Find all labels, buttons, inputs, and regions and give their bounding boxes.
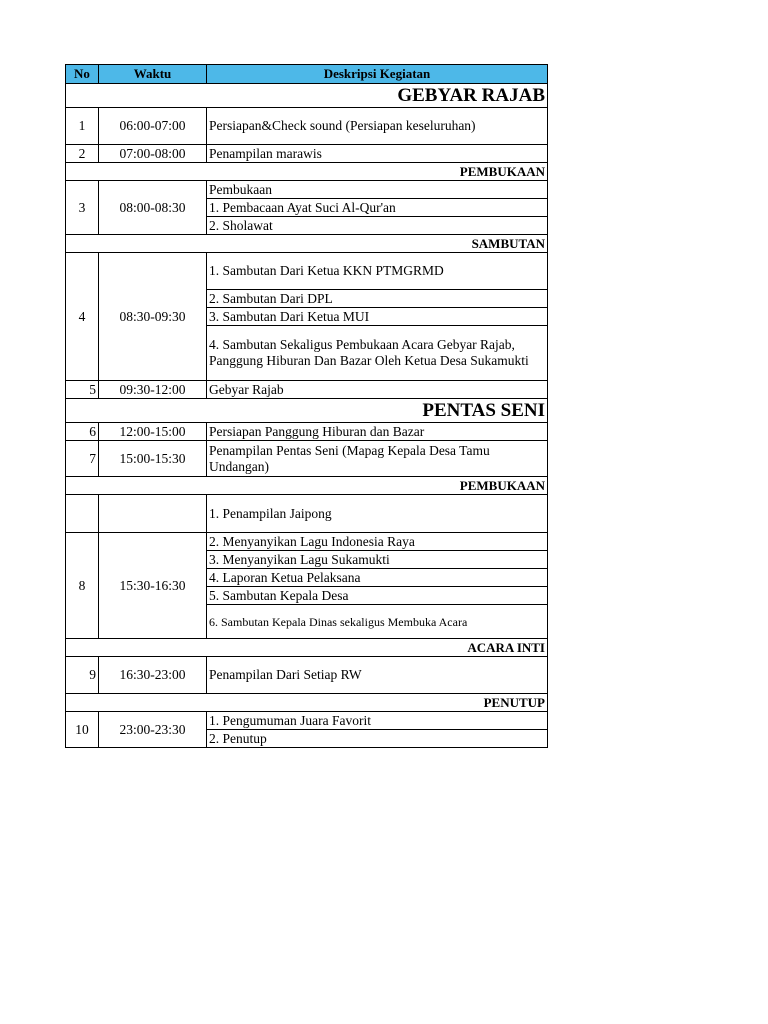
section-row: [66, 235, 548, 253]
row-desc: 2. Sambutan Dari DPL: [207, 290, 548, 308]
schedule-table: [65, 64, 548, 748]
row-desc: 1. Pembacaan Ayat Suci Al-Qur'an: [207, 199, 548, 217]
row-no: 6: [66, 423, 99, 441]
section-row: [66, 477, 548, 495]
row-desc: 4. Sambutan Sekaligus Pembukaan Acara Gebyar Rajab, Panggung Hiburan Dan Bazar Oleh Ketua Desa Sukamukti: [207, 326, 548, 381]
row-no-empty: [66, 495, 99, 533]
table-row: [66, 533, 548, 551]
row-no: 2: [66, 145, 99, 163]
section-row: [66, 84, 548, 108]
row-time: 15:30-16:30: [99, 533, 207, 639]
section-pembukaan: PEMBUKAAN: [66, 163, 548, 181]
row-time: 06:00-07:00: [99, 108, 207, 145]
row-desc: 2. Menyanyikan Lagu Indonesia Raya: [207, 533, 548, 551]
row-no: 9: [66, 657, 99, 694]
row-desc: 2. Penutup: [207, 730, 548, 748]
row-time: 09:30-12:00: [99, 381, 207, 399]
row-no: 10: [66, 712, 99, 748]
section-row: [66, 694, 548, 712]
row-no: 7: [66, 441, 99, 477]
row-time-empty: [99, 495, 207, 533]
row-desc: 3. Sambutan Dari Ketua MUI: [207, 308, 548, 326]
table-row: [66, 253, 548, 290]
row-time: 23:00-23:30: [99, 712, 207, 748]
section-pembukaan: PEMBUKAAN: [66, 477, 548, 495]
row-no: 4: [66, 253, 99, 381]
row-time: 07:00-08:00: [99, 145, 207, 163]
header-no: No: [66, 65, 99, 84]
row-no: 8: [66, 533, 99, 639]
section-row: [66, 163, 548, 181]
row-desc: 1. Sambutan Dari Ketua KKN PTMGRMD: [207, 253, 548, 290]
row-desc: Pembukaan: [207, 181, 548, 199]
row-no: 3: [66, 181, 99, 235]
section-sambutan: SAMBUTAN: [66, 235, 548, 253]
section-penutup: PENUTUP: [66, 694, 548, 712]
row-time: 15:00-15:30: [99, 441, 207, 477]
row-time: 12:00-15:00: [99, 423, 207, 441]
section-gebyar-rajab: GEBYAR RAJAB: [66, 84, 548, 108]
table-row: [66, 712, 548, 730]
row-desc: 1. Penampilan Jaipong: [207, 495, 548, 533]
row-desc: 3. Menyanyikan Lagu Sukamukti: [207, 551, 548, 569]
section-row: [66, 399, 548, 423]
table-row: [66, 657, 548, 694]
row-desc: Penampilan marawis: [207, 145, 548, 163]
row-time: 08:30-09:30: [99, 253, 207, 381]
row-desc: Penampilan Pentas Seni (Mapag Kepala Desa Tamu Undangan): [207, 441, 548, 477]
table-row: [66, 145, 548, 163]
section-pentas-seni: PENTAS SENI: [66, 399, 548, 423]
section-row: [66, 639, 548, 657]
row-desc: Persiapan Panggung Hiburan dan Bazar: [207, 423, 548, 441]
table-row: [66, 441, 548, 477]
row-desc: 5. Sambutan Kepala Desa: [207, 587, 548, 605]
row-desc: Penampilan Dari Setiap RW: [207, 657, 548, 694]
row-time: 08:00-08:30: [99, 181, 207, 235]
row-desc: Gebyar Rajab: [207, 381, 548, 399]
row-desc: 2. Sholawat: [207, 217, 548, 235]
table-row: [66, 181, 548, 199]
row-desc: 6. Sambutan Kepala Dinas sekaligus Membuka Acara: [207, 605, 548, 639]
row-desc: 1. Pengumuman Juara Favorit: [207, 712, 548, 730]
table-row: [66, 495, 548, 533]
row-desc: 4. Laporan Ketua Pelaksana: [207, 569, 548, 587]
header-deskripsi: Deskripsi Kegiatan: [207, 65, 548, 84]
table-row: [66, 423, 548, 441]
header-row: [66, 65, 548, 84]
table-row: [66, 108, 548, 145]
table-row: [66, 381, 548, 399]
row-desc: Persiapan&Check sound (Persiapan keseluruhan): [207, 108, 548, 145]
row-time: 16:30-23:00: [99, 657, 207, 694]
row-no: 1: [66, 108, 99, 145]
section-acara-inti: ACARA INTI: [66, 639, 548, 657]
row-no: 5: [66, 381, 99, 399]
header-waktu: Waktu: [99, 65, 207, 84]
